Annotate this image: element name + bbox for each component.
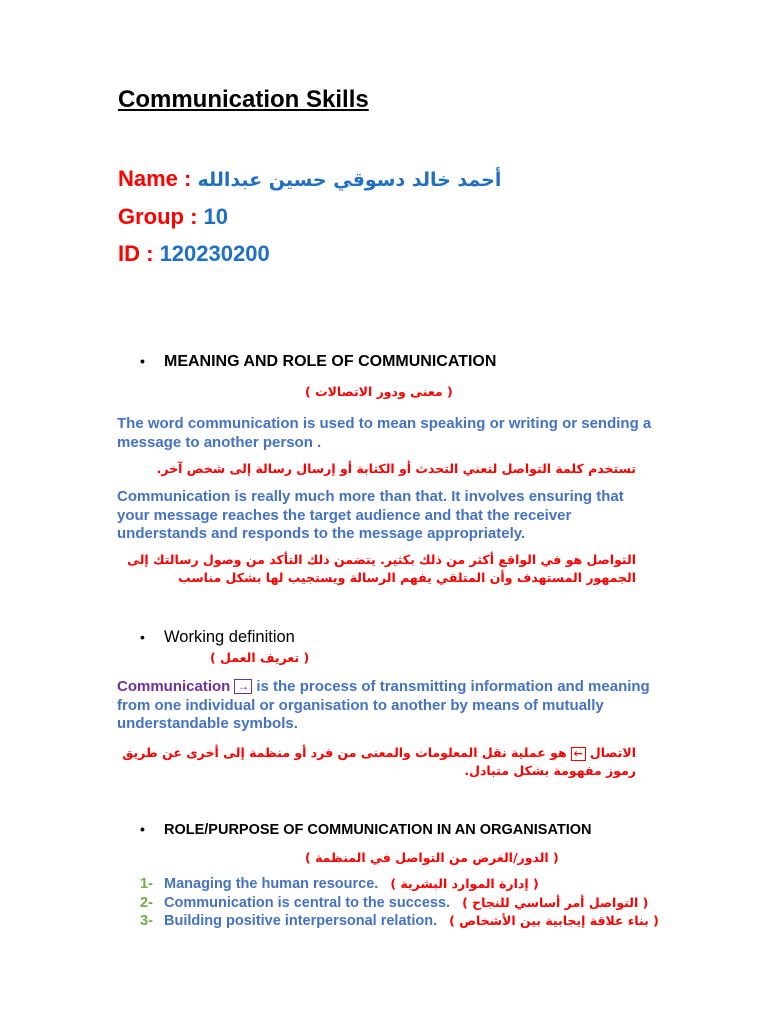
bullet-icon: • bbox=[140, 629, 145, 645]
list-item bbox=[140, 876, 539, 892]
id-label: ID : bbox=[118, 241, 160, 266]
document-title: Communication Skills bbox=[118, 86, 369, 113]
name-value: أحمد خالد دسوقي حسين عبدالله bbox=[197, 169, 502, 191]
list-item-text-ar: ( إدارة الموارد البشرية ) bbox=[390, 876, 539, 891]
name-label: Name : bbox=[118, 166, 198, 191]
group-value: 10 bbox=[203, 204, 229, 229]
name-line bbox=[118, 166, 501, 192]
definition-paragraph-ar bbox=[101, 744, 636, 780]
section-role-purpose-heading bbox=[140, 821, 591, 838]
section-role-purpose-heading-ar: ( الدور/الغرض من التواصل في المنظمة ) bbox=[305, 850, 559, 865]
group-line bbox=[118, 204, 228, 230]
list-item-text: Managing the human resource. bbox=[164, 876, 379, 892]
list-item-text-ar: ( بناء علاقة إيجابية بين الأشخاص ) bbox=[449, 913, 659, 928]
group-label: Group : bbox=[118, 204, 204, 229]
section-working-definition-heading-ar: ( تعريف العمل ) bbox=[210, 650, 310, 665]
list-item-number: 2- bbox=[140, 895, 153, 911]
list-item-text-ar: ( التواصل أمر أساسي للنجاح ) bbox=[462, 895, 649, 910]
definition-term: Communication bbox=[117, 678, 231, 695]
section-heading-text: ROLE/PURPOSE OF COMMUNICATION IN AN ORGANISATION bbox=[164, 822, 592, 838]
list-item-number: 1- bbox=[140, 876, 153, 892]
definition-paragraph bbox=[117, 678, 657, 734]
right-arrow-icon: → bbox=[234, 679, 252, 694]
bullet-icon: • bbox=[140, 353, 145, 369]
section-heading-text: Working definition bbox=[164, 628, 295, 646]
section-working-definition-heading bbox=[140, 628, 295, 647]
paragraph-meaning-1-ar: تستخدم كلمة التواصل لتعني التحدث أو الكتابة أو إرسال رسالة إلى شخص آخر. bbox=[156, 461, 636, 476]
list-item-number: 3- bbox=[140, 913, 153, 929]
section-heading-text: MEANING AND ROLE OF COMMUNICATION bbox=[164, 353, 497, 370]
paragraph-meaning-2: Communication is really much more than that. It involves ensuring that your message reaches the target audience and that the receiver understands and responds to the message appropriately. bbox=[117, 488, 624, 542]
left-arrow-icon: ← bbox=[571, 747, 586, 761]
list-item bbox=[140, 895, 648, 911]
section-meaning-heading-ar: ( معنى ودور الاتصالات ) bbox=[305, 384, 453, 399]
definition-text-ar: هو عملية نقل المعلومات والمعنى من فرد أو منظمة إلى أخرى عن طريق رموز مفهومة بشكل متبادل. bbox=[122, 745, 636, 778]
definition-text: is the process of transmitting information and meaning from one individual or organisation to another by means of mutually understandable symbols. bbox=[117, 678, 650, 732]
bullet-icon: • bbox=[140, 821, 145, 837]
id-line bbox=[118, 241, 270, 267]
paragraph-meaning-1: The word communication is used to mean speaking or writing or sending a message to another person . bbox=[117, 415, 652, 451]
list-item-text: Communication is central to the success. bbox=[164, 895, 451, 911]
id-value: 120230200 bbox=[159, 241, 270, 266]
section-meaning-heading bbox=[140, 353, 496, 371]
definition-term-ar: الاتصال bbox=[589, 745, 636, 760]
paragraph-meaning-2-ar: التواصل هو في الواقع أكثر من ذلك بكثير. يتضمن ذلك التأكد من وصول رسالتك إلى الجمهور المستهدف وأن المتلقي يفهم الرسالة ويستجيب لها بشكل مناسب bbox=[127, 552, 636, 585]
list-item-text: Building positive interpersonal relation. bbox=[164, 913, 438, 929]
list-item bbox=[140, 913, 659, 929]
